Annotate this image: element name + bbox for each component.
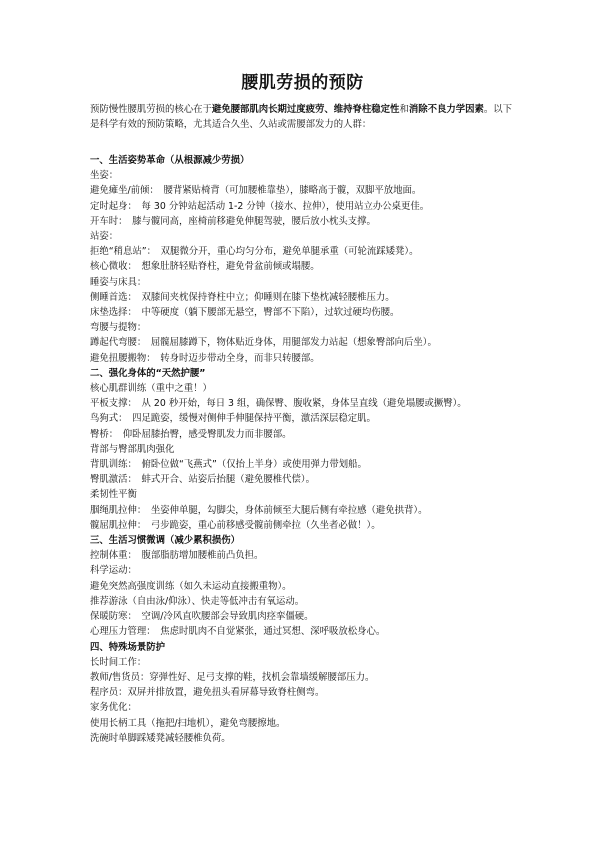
section-line: 避免瘫坐/前倾： 腰背紧贴椅背（可加腰椎靠垫），膝略高于髋，双脚平放地面。 xyxy=(90,185,422,197)
section-line: 程序员：双屏并排放置，避免扭头看屏幕导致脊柱侧弯。 xyxy=(90,687,325,699)
section-line: 核心微收： 想象肚脐轻贴脊柱，避免骨盆前倾或塌腰。 xyxy=(90,261,320,273)
section-line: 平板支撑： 从 20 秒开始，每日 3 组，确保臀、腹收紧，身体呈直线（避免塌腰或撅臀）。 xyxy=(90,398,467,410)
section-line: 科学运动： xyxy=(90,565,137,577)
spacer xyxy=(90,132,515,153)
section-heading: 三、生活习惯微调（减少累积损伤） xyxy=(90,535,241,547)
sections-container xyxy=(90,153,515,746)
section-heading: 四、特殊场景防护 xyxy=(90,641,166,653)
section-heading: 二、强化身体的“天然护腰” xyxy=(90,367,206,379)
section-line: 蹲起代弯腰： 屈髋屈膝蹲下，物体贴近身体，用腿部发力站起（想象臀部向后坐）。 xyxy=(90,337,437,349)
intro-separator: 、 xyxy=(324,104,334,115)
section-line: 拒绝“稍息站”： 双腿微分开，重心均匀分布，避免单腿承重（可轮流踩矮凳）。 xyxy=(90,246,419,258)
section-line: 臀桥： 仰卧屈膝抬臀，感受臀肌发力而非腰部。 xyxy=(90,428,292,440)
intro-and: 和 xyxy=(399,104,409,115)
section-line: 坐姿： xyxy=(90,170,119,182)
section-line: 避免扭腰搬物： 转身时迈步带动全身，而非只转腰部。 xyxy=(90,352,320,364)
section-line: 背肌训练： 俯卧位做“飞燕式”（仅抬上半身）或使用弹力带划船。 xyxy=(90,459,367,471)
section-line: 保暖防寒： 空调/冷风直吹腰部会导致肌肉痉挛僵硬。 xyxy=(90,611,314,623)
section-line: 髋屈肌拉伸： 弓步跪姿，重心前移感受髋前侧牵拉（久坐者必做！）。 xyxy=(90,519,381,531)
section-line: 背部与臀部肌肉强化 xyxy=(90,443,175,455)
intro-tail: 。以下是科学有效的预防策略，尤其适合久坐、久站或需腰部发力的人群： xyxy=(90,104,512,130)
section-line: 控制体重： 腹部脂肪增加腰椎前凸负担。 xyxy=(90,550,264,562)
section-line: 床垫选择： 中等硬度（躺下腰部无悬空，臀部不下陷），过软过硬均伤腰。 xyxy=(90,307,400,319)
section-line: 家务优化： xyxy=(90,702,137,714)
section-line: 臀肌激活： 蚌式开合、站姿后抬腿（避免腰椎代偿）。 xyxy=(90,474,315,486)
section-line: 使用长柄工具（拖把/扫地机），避免弯腰擦地。 xyxy=(90,717,286,729)
section-line: 弯腰与提物： xyxy=(90,322,147,334)
section-line: 定时起身： 每 30 分钟站起活动 1-2 分钟（接水、拉伸），使用站立办公桌更佳。 xyxy=(90,200,430,212)
section-line: 站姿： xyxy=(90,231,119,243)
section-line: 推荐游泳（自由泳/仰泳）、快走等低冲击有氧运动。 xyxy=(90,595,305,607)
intro-paragraph xyxy=(90,102,515,132)
section-line: 柔韧性平衡 xyxy=(90,489,137,501)
intro-lead: 预防慢性腰肌劳损的核心在于 xyxy=(90,104,212,115)
intro-bold-1: 避免腰部肌肉长期过度疲劳 xyxy=(211,104,325,115)
section-line: 侧睡首选： 双膝间夹枕保持脊柱中立；仰睡则在膝下垫枕减轻腰椎压力。 xyxy=(90,291,395,303)
page-title: 腰肌劳损的预防 xyxy=(241,73,364,93)
section-line: 心理压力管理： 焦虑时肌肉不自觉紧张，通过冥想、深呼吸放松身心。 xyxy=(90,626,386,638)
section-line: 腘绳肌拉伸： 坐姿伸单腿，勾脚尖，身体前倾至大腿后侧有牵拉感（避免拱背）。 xyxy=(90,504,428,516)
intro-bold-3: 消除不良力学因素 xyxy=(408,104,484,115)
section-line: 长时间工作： xyxy=(90,656,147,668)
section-line: 开车时： 膝与髋同高，座椅前移避免伸腿驾驶，腰后放小枕头支撑。 xyxy=(90,215,376,227)
section-line: 鸟狗式： 四足跪姿，缓慢对侧伸手伸腿保持平衡，激活深层稳定肌。 xyxy=(90,413,376,425)
section-heading: 一、生活姿势革命（从根源减少劳损） xyxy=(90,155,250,166)
section-line: 洗碗时单脚踩矮凳减轻腰椎负荷。 xyxy=(90,732,231,744)
intro-bold-2: 维持脊柱稳定性 xyxy=(333,104,400,115)
section-line: 核心肌群训练（重中之重！） xyxy=(90,383,212,395)
section-line: 教师/售货员：穿弹性好、足弓支撑的鞋，找机会靠墙缓解腰部压力。 xyxy=(90,671,375,683)
section-line: 睡姿与床具： xyxy=(90,276,147,288)
section-line: 避免突然高强度训练（如久未运动直接搬重物）。 xyxy=(90,580,292,592)
